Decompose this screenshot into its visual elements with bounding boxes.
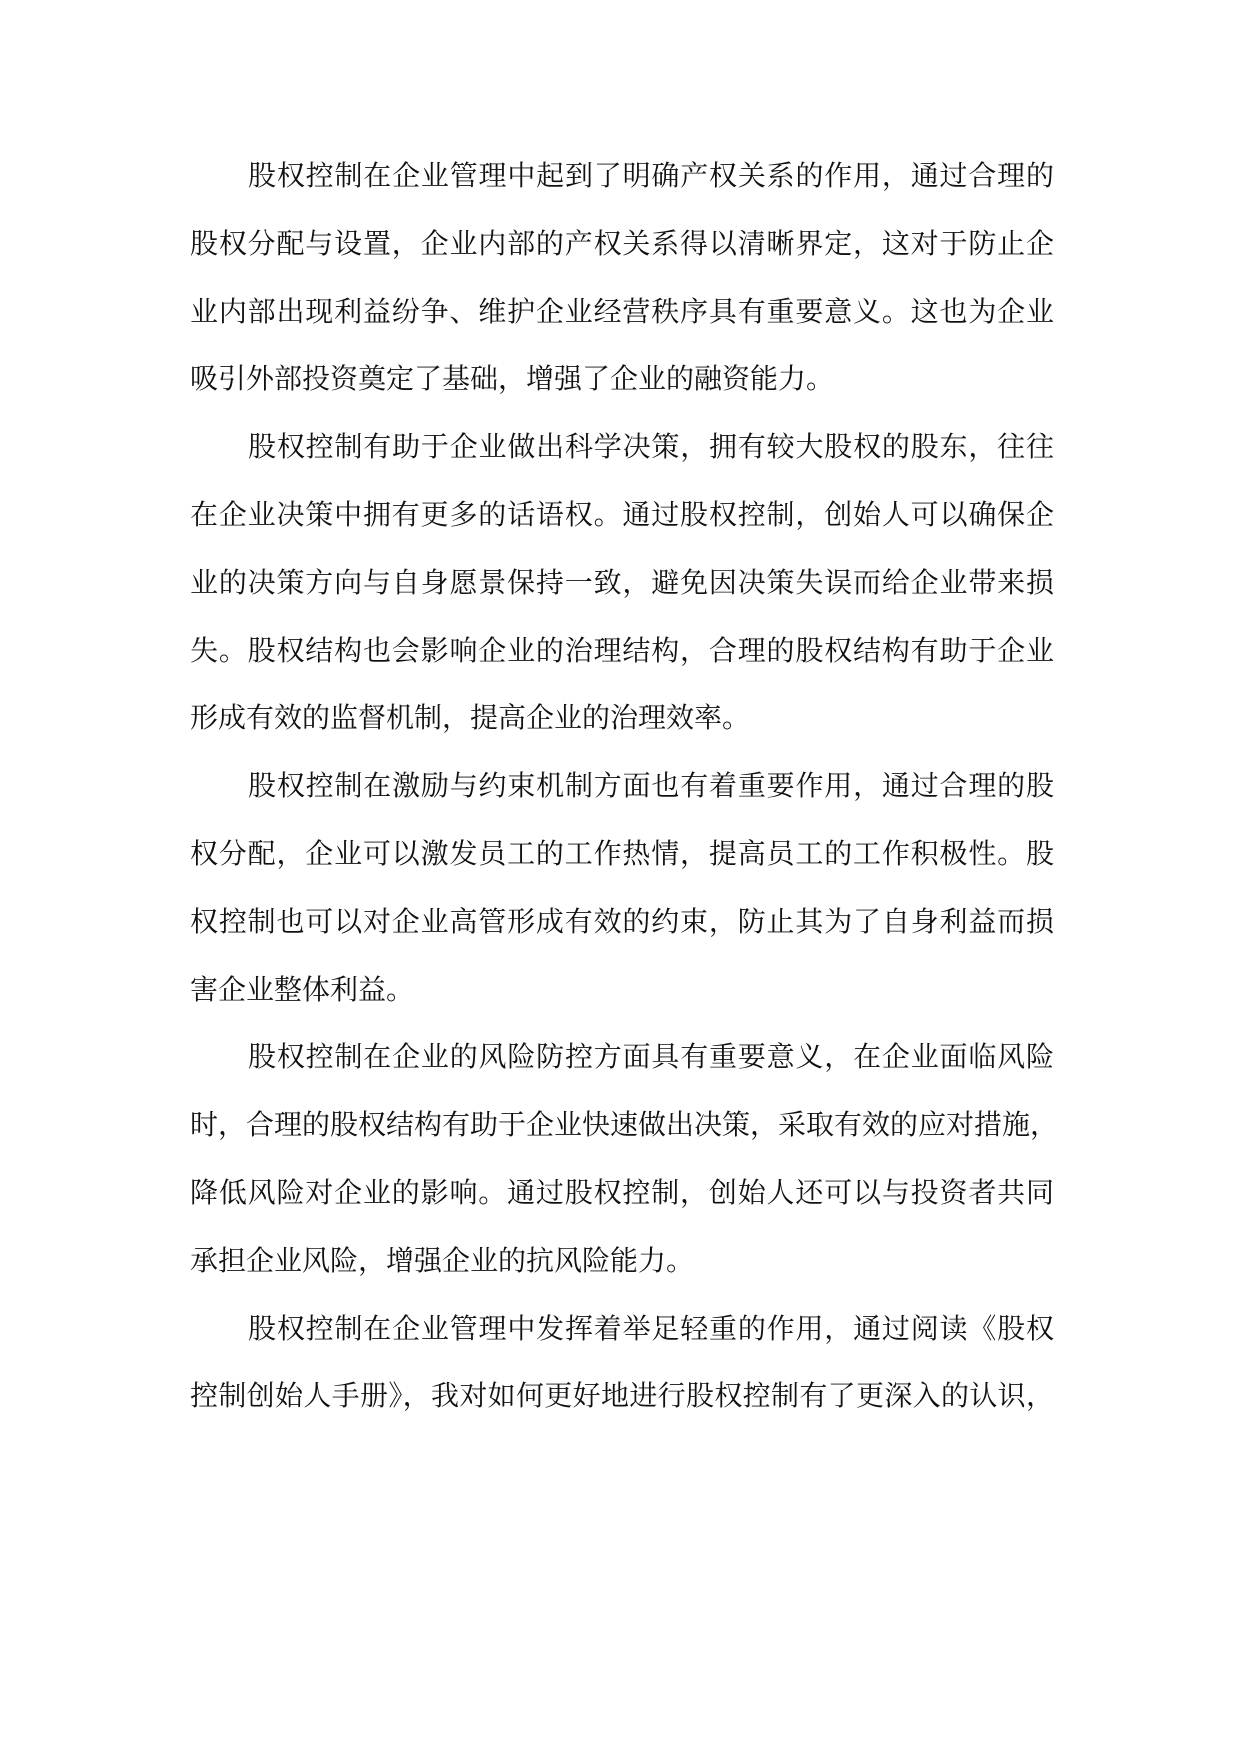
text-line: 在企业决策中拥有更多的话语权。通过股权控制，创始人可以确保企 — [190, 497, 1054, 531]
text-line: 降低风险对企业的影响。通过股权控制，创始人还可以与投资者共同 — [190, 1175, 1054, 1209]
text-line: 吸引外部投资奠定了基础，增强了企业的融资能力。 — [190, 362, 835, 396]
body-text — [190, 142, 1059, 1430]
text-line: 控制创始人手册》，我对如何更好地进行股权控制有了更深入的认识， — [190, 1379, 1054, 1413]
text-line: 失。股权结构也会影响企业的治理结构，合理的股权结构有助于企业 — [190, 633, 1054, 667]
paragraph — [190, 752, 1054, 1023]
text-line: 形成有效的监督机制，提高企业的治理效率。 — [190, 701, 751, 735]
text-line: 股权控制在企业的风险防控方面具有重要意义，在企业面临风险 — [248, 1040, 1054, 1074]
paragraph — [190, 1295, 1054, 1431]
text-line: 业的决策方向与自身愿景保持一致，避免因决策失误而给企业带来损 — [190, 565, 1054, 599]
text-line: 股权控制在激励与约束机制方面也有着重要作用，通过合理的股 — [248, 769, 1054, 803]
text-line: 股权控制有助于企业做出科学决策，拥有较大股权的股东，往往 — [248, 430, 1054, 464]
text-line: 权控制也可以对企业高管形成有效的约束，防止其为了自身利益而损 — [190, 904, 1054, 938]
text-line: 股权控制在企业管理中起到了明确产权关系的作用，通过合理的 — [248, 159, 1054, 192]
text-line: 时，合理的股权结构有助于企业快速做出决策，采取有效的应对措施， — [190, 1108, 1059, 1142]
paragraph — [190, 1023, 1059, 1294]
text-line: 权分配，企业可以激发员工的工作热情，提高员工的工作积极性。股 — [190, 836, 1054, 870]
text-line: 股权分配与设置，企业内部的产权关系得以清晰界定，这对于防止企 — [190, 226, 1054, 260]
paragraph — [190, 413, 1054, 752]
text-line: 业内部出现利益纷争、维护企业经营秩序具有重要意义。这也为企业 — [190, 294, 1054, 328]
paragraph — [190, 142, 1054, 413]
text-line: 股权控制在企业管理中发挥着举足轻重的作用，通过阅读《股权 — [248, 1311, 1054, 1345]
text-line: 承担企业风险，增强企业的抗风险能力。 — [190, 1243, 695, 1277]
text-line: 害企业整体利益。 — [190, 972, 415, 1006]
